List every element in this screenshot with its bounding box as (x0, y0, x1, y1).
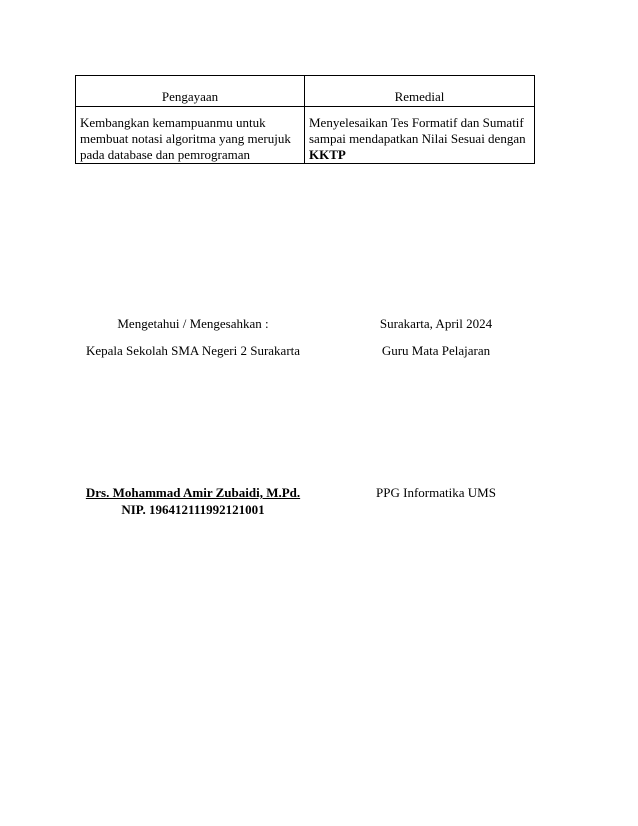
teacher-name: PPG Informatika UMS (376, 485, 496, 500)
header-pengayaan: Pengayaan (76, 76, 305, 107)
table-header-row (76, 76, 535, 107)
place-date: Surakarta, April 2024 (379, 316, 493, 331)
principal-position: Kepala Sekolah SMA Negeri 2 Surakarta (85, 343, 301, 358)
principal-name: Drs. Mohammad Amir Zubaidi, M.Pd. (85, 485, 301, 500)
cell-remedial (305, 107, 535, 164)
remedial-kktp: KKTP (309, 147, 346, 162)
acknowledge-label: Mengetahui / Mengesahkan : (117, 316, 269, 331)
header-remedial: Remedial (305, 76, 535, 107)
teacher-position: Guru Mata Pelajaran (381, 343, 491, 358)
cell-pengayaan: Kembangkan kemampuanmu untuk membuat notasi algoritma yang merujuk pada database dan pemrograman (76, 107, 305, 164)
remedial-text: Menyelesaikan Tes Formatif dan Sumatif sampai mendapatkan Nilai Sesuai dengan (309, 115, 526, 146)
enrichment-remedial-table (75, 75, 535, 164)
table-row (76, 107, 535, 164)
principal-nip: NIP. 196412111992121001 (121, 502, 265, 517)
